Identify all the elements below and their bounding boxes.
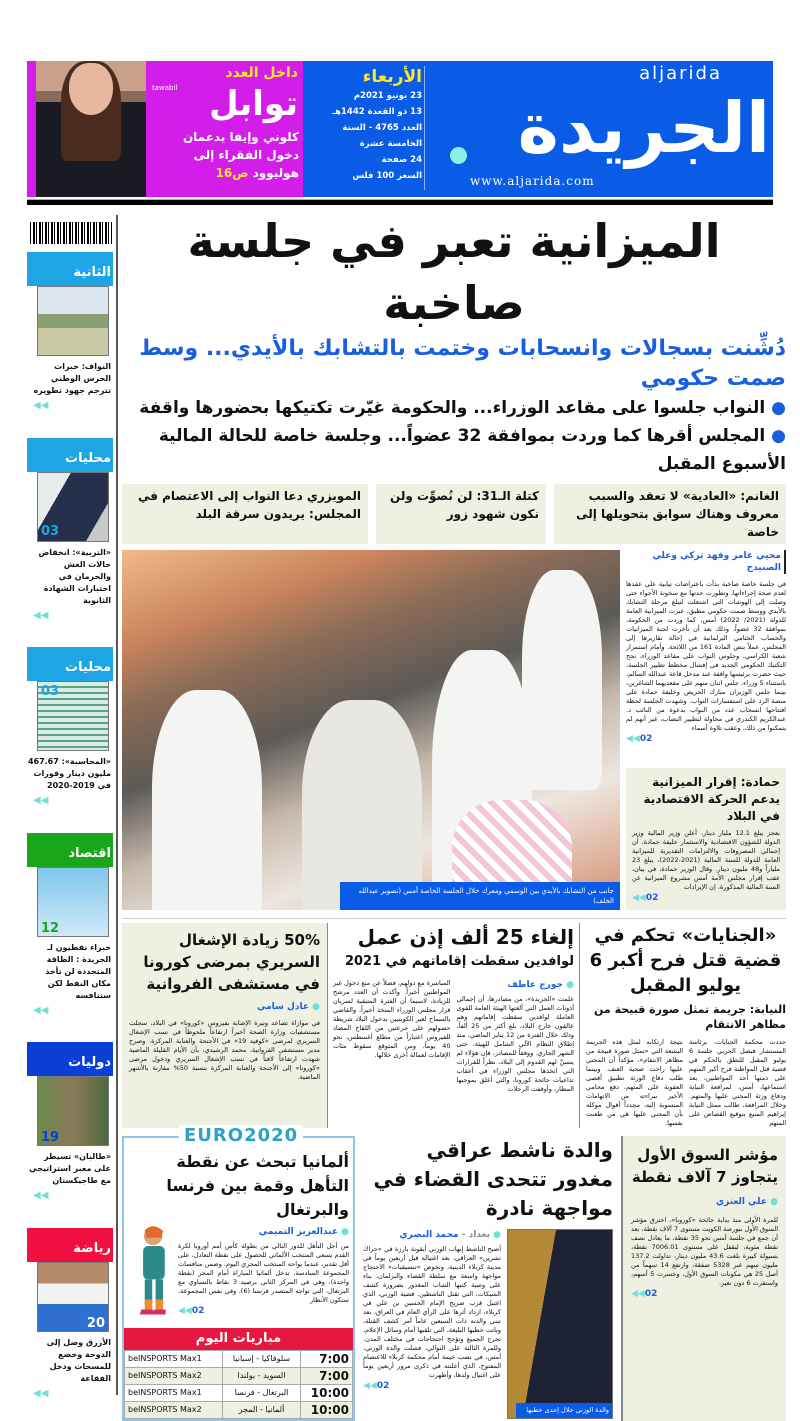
teaser-page: ص16 bbox=[215, 166, 249, 180]
lead-right-column bbox=[626, 550, 786, 910]
byline-name: محمد البصري bbox=[399, 1230, 459, 1240]
section-label: اقتصاد bbox=[27, 833, 113, 867]
continued-page: 02 bbox=[645, 893, 659, 903]
article-text: من أجل التأهل للدور التالي من بطولة كأس أمم أوروبا لكرة القدم يسعى المنتخب الألماني للحصول على نقطة التعادل، على أقل تقدير، عندما يواجه المنتخب المجري اليوم. وضمن منافسات المجموعة السادسة، تدخل ألمانيا المباراة أمام المجر (نقطة واحدة)، وهي في المركز الثاني برصيد 3 نقاط بالتساوي مع البرتغال، التي تواجه المتصدر فرنسا (6). وفي نفس المجموعة، ستكون الأنظار bbox=[177, 1242, 350, 1304]
section-photo bbox=[37, 867, 109, 937]
match-teams: السويد - بولندا bbox=[222, 1368, 300, 1385]
arrow-icon: ◀◀ bbox=[178, 1306, 192, 1316]
continued-link[interactable] bbox=[363, 1380, 501, 1392]
page-number: 12 bbox=[41, 920, 60, 936]
date-gregorian: 23 يونيو 2021م bbox=[353, 91, 422, 101]
match-teams: سلوفاكيا - إسبانيا bbox=[222, 1351, 300, 1368]
sidebar-divider bbox=[116, 215, 118, 1395]
arrow-icon: ◀◀ bbox=[632, 893, 646, 903]
side-story-ghanim[interactable]: الغانم: «العادية» لا تعقد والسبب معروف وهناك سوابق بتحويلها إلى خاصة bbox=[554, 484, 786, 544]
newspaper-logo[interactable] bbox=[440, 63, 770, 195]
continued-page: 02 bbox=[376, 1381, 390, 1391]
dot-icon: ● bbox=[338, 1227, 349, 1237]
match-channel: beINSPORTS Max2 bbox=[125, 1402, 223, 1419]
section-photo bbox=[37, 472, 109, 542]
more-arrow-icon[interactable]: ◀◀ bbox=[33, 1190, 49, 1202]
section-caption: خبراء نفطيون لـ الجريدة : الطاقة المتجددة لن تأخذ مكان النفط لكن ستنافسه bbox=[45, 942, 111, 1000]
website-url[interactable]: www.aljarida.com bbox=[470, 174, 595, 188]
price: السعر 100 فلس bbox=[352, 171, 422, 181]
continued-link[interactable] bbox=[632, 892, 780, 904]
lead-photo bbox=[122, 550, 620, 910]
matches-today-title: مباريات اليوم bbox=[124, 1328, 353, 1350]
side-story-muwaizri[interactable]: المويزري دعا النواب إلى الاعتصام في المجلس: يريدون سرقة البلد bbox=[122, 484, 368, 544]
page-number: 19 bbox=[41, 1130, 60, 1146]
dot-icon: ● bbox=[490, 1230, 501, 1240]
match-row bbox=[125, 1385, 353, 1402]
story-headline: مؤشر السوق الأول يتجاوز 7 آلاف نقطة bbox=[631, 1146, 778, 1186]
euro2020-logo: EURO2020 bbox=[179, 1125, 303, 1147]
article-text: للمرة الأولى منذ بداية جائحة «كورونا»، اخترق مؤشر السوق الأول ببورصة الكويت مستوى 7 آلاف نقطة، بعد أن جمع في جلسة أمس نحو 35 نقطة، ما يعادل نصف نقطة مئوية، ليقفل على مستوى 7006.01 نقطة، بسيولة كبيرة بلغت 43.6 مليون دينار، تداولت 137.2 مليون سهم عبر 5328 صفقة، وارتفع 14 سهماً من أصل 25 هي مكونات السوق الأول، وخسرت 5 أسهم، واستقرت 6 دون تغير. bbox=[631, 1216, 779, 1287]
bullet-text: المجلس أقرها كما وردت بموافقة 32 عضواً... وجلسة خاصة للحالة المالية الأسبوع المقبل bbox=[158, 426, 786, 474]
section-caption: «المحاسبة»: 467.67 مليون دينار وفورات في 2019-2020 bbox=[27, 757, 111, 791]
lead-subheadline: دُشِّنت بسجالات وانسحابات وختمت بالتشابك بالأيدي... وسط صمت حكومي bbox=[139, 336, 786, 391]
supplement-name: توابل bbox=[209, 84, 298, 124]
section-caption: النواف: خبرات الحرس الوطني تترجم جهود تطويره bbox=[33, 362, 111, 395]
article-text: أصبح الناشط إيهاب الوزني أيقونة بارزة في «حراك تشرين» العراقي، بعد اغتياله قبل أربعين يوماً في مدينة كربلاء الدينية، وتخوض «تنسيقيات» الاحتجاج مواجهة واسعة مع سلطة القضاء والبرلمان، بناء على وصية كتبها الشاب المغدور بضرورة كشف الشبكات، التي تقتل الناشطين. قضية الوزني، الذي اغتيل قرب ضريح الإمام الحسين بن علي في كربلاء، ازداد أثرها على الرأي العام في العراق، بعد تبني والدته ذات السبعين عاماً أمر كشف القتلة، وباتت خطبها البليغة، التي تلقيها أمام وسائل الإعلام، تحرج الجميع وتؤجج احتجاجات في مختلف المدن. وللمرة الثالثة على التوالي، فشلت والدة الوزني، أمس، في نصب خيمة أمام محكمة كربلاء للاعتصام المفتوح، الذي أعلنته في ذكرى مرور أربعين يوماً على اغتيال ولدها، وأظهرت bbox=[363, 1245, 501, 1379]
euro2020-story[interactable] bbox=[122, 1125, 355, 1421]
section-label: محليات bbox=[27, 647, 113, 681]
photo-face bbox=[69, 63, 113, 115]
lead-header bbox=[122, 210, 786, 544]
sidebar-item-local[interactable] bbox=[27, 438, 113, 622]
story-headline: والدة ناشط عراقي مغدور تتحدى القضاء في مواجهة نادرة bbox=[373, 1138, 613, 1220]
section-label: محليات bbox=[27, 438, 113, 472]
masthead-rule bbox=[27, 199, 773, 205]
article-columns bbox=[333, 979, 574, 1094]
jinayat-story[interactable] bbox=[580, 923, 786, 1128]
dot-icon: ● bbox=[563, 980, 574, 990]
story-headline: ألمانيا تبحث عن نقطة التأهل وقمة بين فرنسا والبرتغال bbox=[166, 1152, 349, 1219]
match-teams: البرتغال - فرنسا bbox=[222, 1385, 300, 1402]
story-headline: «الجنايات» تحكم في قضية قتل فرح أكبر 6 يوليو المقبل bbox=[589, 925, 782, 996]
logo-dot-icon bbox=[450, 147, 467, 164]
byline-name: علي العنزي bbox=[715, 1197, 767, 1207]
more-arrow-icon[interactable]: ◀◀ bbox=[33, 795, 49, 807]
match-row bbox=[125, 1402, 353, 1419]
iraq-article-row bbox=[363, 1229, 613, 1419]
article-text: في موازاة تصاعد وتيرة الإصابة بفيروس «كورونا» في البلاد، سجلت مستشفيات وزارة الصحة أخيراً ارتفاعاً ملحوظاً في نسب الإشغال السريري لمرضى «كوفيد 19» في الأجنحة والعناية المركزة. وصرح مدير مستشفى الفروانية، محمد الرشيدي، بأن الأيام القليلة الماضية شهدت ارتفاعاً لافتاً في نسب الإشغال السريري ودخول مرضى «كورونا» إلى الأجنحة والعناية المركزة بنسبة 50% مقارنة بالأشهر الماضية. bbox=[129, 1019, 320, 1081]
byline-place: بغداد - bbox=[461, 1230, 490, 1240]
bullet-text: النواب جلسوا على مقاعد الوزراء... والحكومة غيّرت تكتيكها بحضورها واقفة bbox=[139, 398, 766, 418]
page-number: 20 bbox=[86, 1315, 105, 1331]
section-photo bbox=[37, 1076, 109, 1146]
row-three bbox=[122, 918, 786, 1128]
page-count: 24 صفحة bbox=[381, 155, 422, 165]
match-row bbox=[125, 1351, 353, 1368]
photo-figure bbox=[522, 570, 602, 790]
matches-table bbox=[124, 1350, 353, 1419]
section-photo bbox=[37, 681, 109, 751]
page-number: 03 bbox=[41, 523, 60, 539]
article-text: علمت «الجريدة»، من مصادرها، أن إجمالي أذونات العمل التي ألغتها الهيئة العامة للقوى العاملة لوافدين سقطت إقاماتهم وهم عالقون خارج البلاد، بلغ أكثر من 25 ألفاً، وذلك خلال الفترة من 12 يناير الماضي، منذ إطلاق النظام الآلي الشامل للهيئة، حتى الشهر الجاري. ووفقاً للمصادر، فإن هؤلاء لم يتسنَّ لهم القدوم إلى البلاد، نظراً للقرارات التي اتخذها مجلس الوزراء في أعقاب تداعيات جائحة كورونا، والتي أغلق بموجبها المطار، وأوقفت الرحلات bbox=[456, 995, 574, 1093]
hospital-occupancy-story[interactable] bbox=[122, 923, 327, 1128]
section-caption: «التربية»: انخفاض حالات الغش والحرمان في اختبارات الشهادة الثانوية bbox=[38, 547, 111, 605]
issue-number: العدد 4765 - السنة الخامسة عشرة bbox=[342, 123, 422, 149]
story-headline: إلغاء 25 ألف إذن عمل bbox=[357, 925, 574, 949]
continued-link[interactable] bbox=[626, 733, 786, 745]
article-text: بعجز يبلغ 12.1 مليار دينار، أعلن وزير المالية وزير الدولة للشؤون الاقتصادية والاستثمار خليفة حمادة، أن إجمالي المصروفات والالتزامات التقديرية للميزانية العامة للدولة للسنة المالية (2021-2022)، يبلغ 23 ملياراً و48 مليون دينار. وقال الوزير حمادة، في بيان، عقب إقرار مجلس الأمة أمس مشروع الميزانية عن السنة المالية المذكورة، إن الإيرادات bbox=[632, 829, 780, 891]
barcode-icon bbox=[30, 222, 112, 244]
arrow-icon: ◀◀ bbox=[363, 1381, 377, 1391]
lead-bullet bbox=[122, 394, 786, 422]
byline bbox=[363, 1229, 501, 1241]
arrow-icon: ◀◀ bbox=[631, 1289, 645, 1299]
match-row bbox=[125, 1368, 353, 1385]
continued-page: 02 bbox=[644, 1289, 658, 1299]
sidebar-item-local-2[interactable] bbox=[27, 647, 113, 807]
sidebar-item-second-page[interactable] bbox=[27, 252, 113, 412]
continued-page: 02 bbox=[191, 1306, 205, 1316]
side-stories bbox=[122, 484, 786, 544]
sidebar-item-economy[interactable] bbox=[27, 833, 113, 1017]
lead-article-body[interactable] bbox=[626, 550, 786, 745]
masthead-divider bbox=[424, 66, 425, 190]
match-channel: beINSPORTS Max2 bbox=[125, 1368, 223, 1385]
match-time: 7:00 bbox=[301, 1368, 353, 1385]
more-arrow-icon[interactable]: ◀◀ bbox=[33, 1004, 49, 1016]
byline-name: عبدالعزيز التميمي bbox=[258, 1227, 338, 1237]
more-arrow-icon[interactable]: ◀◀ bbox=[33, 1387, 49, 1399]
story-headline: حمادة: إقرار الميزانية يدعم الحركة الاقتصادية في البلاد bbox=[643, 775, 780, 823]
photo-figure bbox=[302, 700, 422, 910]
promo-photo bbox=[36, 61, 146, 197]
dot-icon: ● bbox=[309, 1002, 320, 1012]
dot-icon: ● bbox=[767, 1197, 778, 1207]
match-time: 10:00 bbox=[301, 1385, 353, 1402]
euro-mascot-icon bbox=[128, 1226, 174, 1322]
story-subhead: النيابة: جريمة تمثل صورة قبيحة من مظاهر الانتقام bbox=[594, 1003, 786, 1031]
inside-issue-label: داخل العدد bbox=[225, 65, 298, 81]
match-teams: ألمانيا - المجر bbox=[222, 1402, 300, 1419]
section-caption: الأزرق وصل إلى الدوحة وخضع للمسحات ودخل الفقاعة bbox=[46, 1337, 111, 1383]
weekday: الأربعاء bbox=[362, 67, 422, 87]
euro-article bbox=[178, 1226, 349, 1322]
continued-link[interactable] bbox=[631, 1288, 778, 1300]
teaser-text: كلوني وإيفا يدعمان دخول الفقراء إلى هوليوود bbox=[182, 130, 299, 180]
logo-ar: الجريدة bbox=[517, 87, 770, 169]
byline bbox=[631, 1196, 778, 1208]
hamada-story[interactable] bbox=[626, 768, 786, 910]
story-headline: 50% زيادة الإشغال السريري بمرضى كورونا في مستشفى الفروانية bbox=[143, 931, 320, 993]
sidebar-item-sports[interactable] bbox=[27, 1228, 113, 1400]
section-photo bbox=[37, 1262, 109, 1332]
photo-figure bbox=[152, 690, 262, 910]
work-permits-story[interactable] bbox=[327, 923, 580, 1128]
arrow-icon: ◀◀ bbox=[626, 734, 640, 744]
article-text: نتيجة ارتكابه لمثل هذه الجريمة البشعة التي «تمثل صورة قبيحة من مظاهر الانتقام»، مؤكداً أن المجني عليها راحت ضحية العنف. وبينما طلب دفاع الورثة تطبيق أقصى العقوبة على المتهم، دفع محامي الأخير ببراءته من الاتهامات المنسوبة إليه، مجدداً أقوال موكله بأن المجني عليها هي من طعنت نفسها. bbox=[586, 1038, 683, 1127]
main-headline[interactable]: الميزانية تعبر في جلسة صاخبة bbox=[187, 214, 721, 330]
section-photo bbox=[37, 286, 109, 356]
byline bbox=[129, 1001, 320, 1013]
iraq-activist-story[interactable] bbox=[363, 1136, 613, 1421]
article-column bbox=[457, 979, 575, 1094]
photo-caption: جانب من التشابك بالأيدي بين الوسمي ومعرك خلال الجلسة الخاصة أمس (تصوير عبدالله الخلف) bbox=[340, 882, 620, 910]
match-channel: beINSPORTS Max1 bbox=[125, 1351, 223, 1368]
date-block bbox=[305, 66, 422, 184]
sidebar-item-international[interactable] bbox=[27, 1042, 113, 1202]
bullet-icon: ● bbox=[765, 398, 786, 418]
main-content bbox=[122, 210, 786, 1417]
row-four bbox=[122, 1125, 786, 1421]
section-label: رياضة bbox=[27, 1228, 113, 1262]
byline bbox=[178, 1226, 349, 1238]
article-text: المباشرة مع دولهم، فضلاً عن منع دخول غير المواطنين أخيراً. وأكدت أن العدد مرشح للزيادة، لاسيما أن الفترة المتبقية لسريان قرار مجلس الوزراء المتخذ أخيراً، والقاضي بالسماح لغير الكويتيين بدخول البلاد شريطة حصولهم على جرعتين من اللقاح المضاد للفيروس اعتباراً من مطلع أغسطس، نحو 40 يوماً، ومن المتوقع سقوط مئات الإقامات لعمالة أخرى خلالها. bbox=[333, 979, 451, 1059]
match-time: 10:00 bbox=[301, 1402, 353, 1419]
section-caption: «طالبان» تسيطر على معبر استراتيجي مع طاجيكستان bbox=[29, 1152, 111, 1186]
continued-link[interactable] bbox=[178, 1305, 349, 1317]
byline bbox=[457, 979, 575, 991]
side-story-bloc31[interactable]: كتلة الـ31: لن نُصوِّت ولن نكون شهود زور bbox=[376, 484, 546, 544]
more-arrow-icon[interactable]: ◀◀ bbox=[33, 609, 49, 621]
byline-name: عادل سامي bbox=[257, 1002, 309, 1012]
byline: محيي عامر وفهد تركي وعلي الصنيدح bbox=[626, 550, 786, 574]
euro-article-row bbox=[128, 1226, 349, 1322]
more-arrow-icon[interactable]: ◀◀ bbox=[33, 400, 49, 411]
story-photo bbox=[507, 1229, 613, 1419]
supplement-name-en: tawabil bbox=[152, 84, 178, 92]
logo-en: aljarida bbox=[639, 63, 722, 84]
lead-photo-row bbox=[122, 550, 786, 910]
match-channel: beINSPORTS Max1 bbox=[125, 1385, 223, 1402]
bullet-icon: ● bbox=[765, 426, 786, 446]
article-columns bbox=[585, 1038, 786, 1128]
story-subhead: لوافدين سقطت إقاماتهم في 2021 bbox=[344, 954, 574, 969]
continued-page: 02 bbox=[639, 734, 653, 744]
match-time: 7:00 bbox=[301, 1351, 353, 1368]
section-label: الثانية bbox=[27, 252, 113, 286]
supplement-teaser[interactable] bbox=[150, 128, 299, 182]
iraq-article bbox=[363, 1229, 501, 1419]
article-text: في جلسة خاصة صاخبة بدأت باعتراضات نيابية على عقدها لعدم صحة إجراءاتها، وتطورت حدتها مع سخونة الأجواء حتى وصلت إلى الهوشات التي اشتعلت لتبلغ مرحلة التشابك بالأيدي ووسط صمت حكومي مطبق، عبرت الميزانية العامة للدولة (2021/ 2022) أمس، كما وردت من الحكومة، بموافقة 32 عضواً، وذلك بعد أن تأخرت لجنة الميزانيات والحساب الختامي البرلمانية في إحالة تقاريرها إلى المجلس، عملاً بنص المادة 161 من اللائحة. وأمام استمرار شعبة الكراسي، وجلوس النواب على مقاعد الوزراء، نجح التكتيك الحكومي الجديد في إفشال مخطط تطيير الجلسة، حيث حضرت برئيسها واقفة عند مدخل قاعة عبدالله السالم، باستثناء 5 وزراء، جلس اثنان منهم على مقعديهما الشاغرين، بينما جلس الوزيران مبارك الحريص وخليفة حمادة على منصة الرد على استفسارات النواب. وشهدت الجلسة لحظة افتتاحها انسحاب عدد من النواب بدعوة من النائب د. عبدالكريم الكندري في محاولة لتطيير النصاب، غير أنهم لم يتمكنوا من ذلك، وعقب تلاوة أسماء bbox=[626, 580, 786, 732]
article-text: حددت محكمة الجنايات، برئاسة المستشار فيصل الحربي جلسة 6 يوليو المقبل للنطق بالحكم في قضية قتل المواطنة فرح أكبر المتهم على ذمتها أحد المواطنين، بعد استماعها، أمس، لمرافعة النيابة ودفاع ورثة المجني عليها والمتهم. وخلال المرافعة، طالب ممثل النيابة إبراهيم المنيع بتوقيع القصاص على المتهم bbox=[689, 1038, 786, 1127]
photo-caption: والدة الوزني خلال إحدى خطبها bbox=[516, 1403, 612, 1418]
date-hijri: 13 ذو القعدة 1442هـ bbox=[332, 107, 422, 117]
page-number: 03 bbox=[41, 684, 60, 700]
market-story[interactable] bbox=[621, 1136, 786, 1421]
sidebar bbox=[27, 252, 113, 1400]
section-label: دوليات bbox=[27, 1042, 113, 1076]
lead-bullet bbox=[122, 422, 786, 478]
byline-name: جورج عاطف bbox=[507, 980, 563, 990]
